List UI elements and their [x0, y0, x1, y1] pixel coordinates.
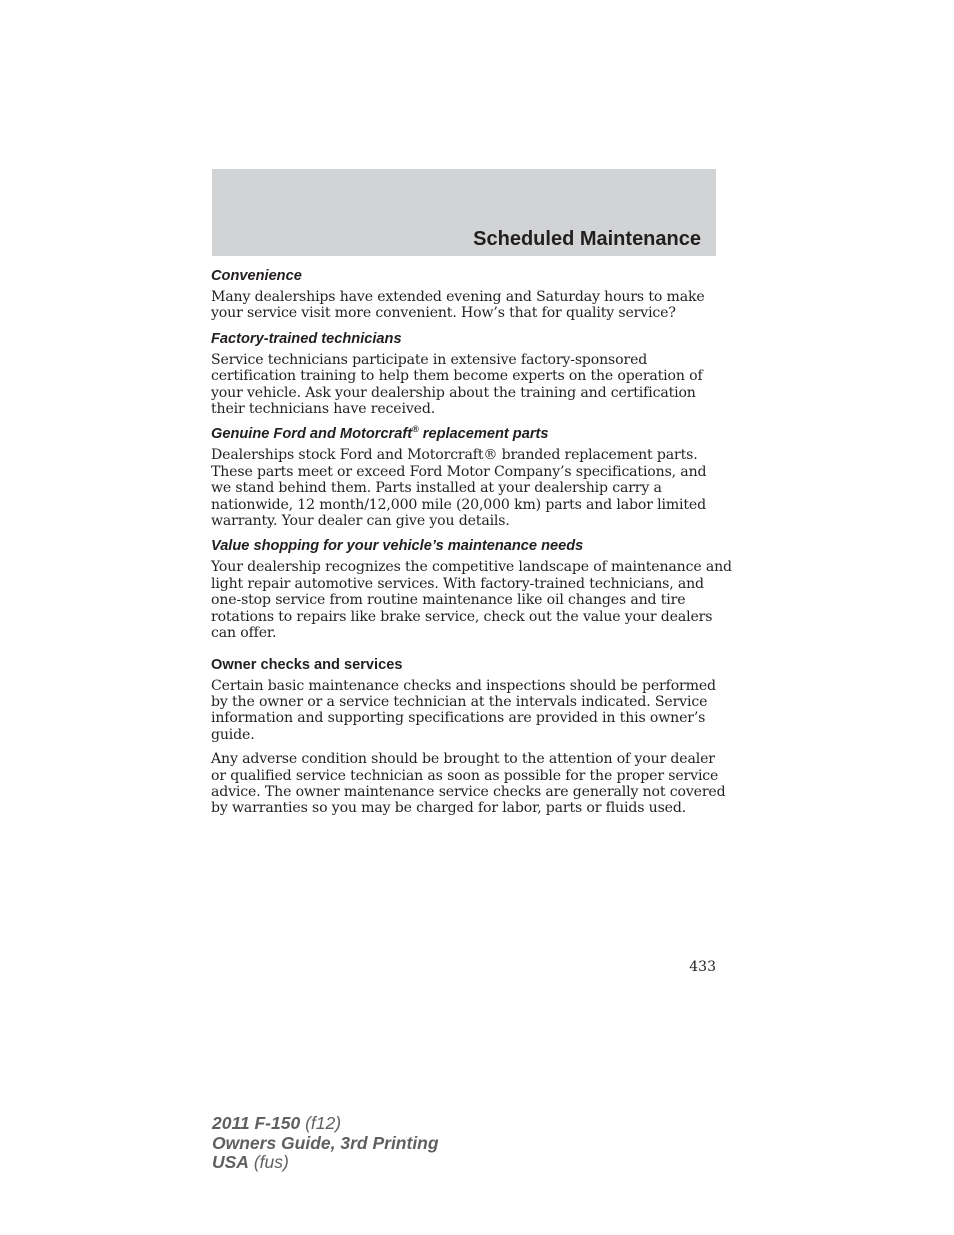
- text-line: warranty. Your dealer can give you details.: [211, 513, 510, 530]
- text-line: rotations to repairs like brake service, check out the value your dealers: [211, 608, 713, 625]
- text-line: light repair automotive services. With factory-trained technicians, and: [211, 575, 704, 592]
- section-header-bar: [212, 169, 716, 256]
- text-line: advice. The owner maintenance service checks are generally not covered: [211, 783, 726, 800]
- text-line: their technicians have received.: [211, 401, 436, 418]
- text-line: we stand behind them. Parts installed at your dealership carry a: [211, 480, 662, 497]
- footer-line-model: [212, 1114, 439, 1134]
- footer-market-code: (fus): [248, 1152, 289, 1172]
- heading-text: Genuine Ford and Motorcraft: [211, 426, 413, 443]
- text-line: These parts meet or exceed Ford Motor Company’s specifications, and: [211, 463, 707, 480]
- footer-line-edition: [212, 1134, 439, 1154]
- paragraph-genuine-parts: [211, 447, 717, 529]
- page-content: [211, 267, 732, 825]
- text-line: guide.: [211, 726, 255, 743]
- text-line: or qualified service technician as soon as possible for the proper service: [211, 767, 719, 784]
- heading-value-shopping: Value shopping for your vehicle’s maintenance needs: [211, 538, 584, 555]
- heading-factory-trained-technicians: Factory-trained technicians: [211, 330, 402, 347]
- document-footer: [212, 1114, 439, 1173]
- text-line: Dealerships stock Ford and Motorcraft® branded replacement parts.: [211, 447, 698, 464]
- heading-genuine-parts: [211, 425, 717, 444]
- section-title: Scheduled Maintenance: [473, 228, 701, 250]
- paragraph-owner-checks-2: [211, 751, 726, 817]
- text-line: Many dealerships have extended evening and Saturday hours to make: [211, 289, 705, 305]
- footer-model: 2011 F-150: [212, 1113, 301, 1133]
- text-line: certification training to help them become experts on the operation of: [211, 368, 703, 385]
- footer-model-code: (f12): [300, 1113, 342, 1133]
- footer-market: USA: [212, 1152, 249, 1172]
- paragraph-owner-checks-1: [211, 678, 717, 744]
- page-number: 433: [689, 959, 716, 975]
- text-line: your service visit more convenient. How’s that for quality service?: [211, 305, 676, 322]
- footer-line-market: [212, 1153, 439, 1173]
- text-line: information and supporting specifications are provided in this owner’s: [211, 710, 706, 727]
- text-line: can offer.: [211, 625, 277, 642]
- registered-mark: ®: [412, 424, 419, 435]
- heading-convenience: Convenience: [211, 268, 302, 284]
- text-line: Your dealership recognizes the competitive landscape of maintenance and: [211, 559, 732, 576]
- paragraph-value-shopping: [211, 559, 732, 642]
- text-line: by warranties so you may be charged for labor, parts or fluids used.: [211, 800, 687, 817]
- text-line: nationwide, 12 month/12,000 mile (20,000 km) parts and labor limited: [211, 496, 706, 513]
- footer-edition: Owners Guide, 3rd Printing: [212, 1132, 439, 1153]
- text-line: Any adverse condition should be brought to the attention of your dealer: [211, 751, 715, 768]
- text-line: Service technicians participate in extensive factory-sponsored: [211, 351, 648, 368]
- paragraph-convenience: [211, 289, 717, 322]
- text-line: your vehicle. Ask your dealership about the training and certification: [211, 384, 696, 401]
- heading-text: replacement parts: [418, 426, 549, 443]
- text-line: Certain basic maintenance checks and inspections should be performed: [211, 677, 716, 694]
- paragraph-technicians: [211, 352, 717, 418]
- text-line: by the owner or a service technician at the intervals indicated. Service: [211, 693, 708, 710]
- heading-owner-checks: Owner checks and services: [211, 656, 403, 673]
- text-line: one-stop service from routine maintenance like oil changes and tire: [211, 592, 686, 609]
